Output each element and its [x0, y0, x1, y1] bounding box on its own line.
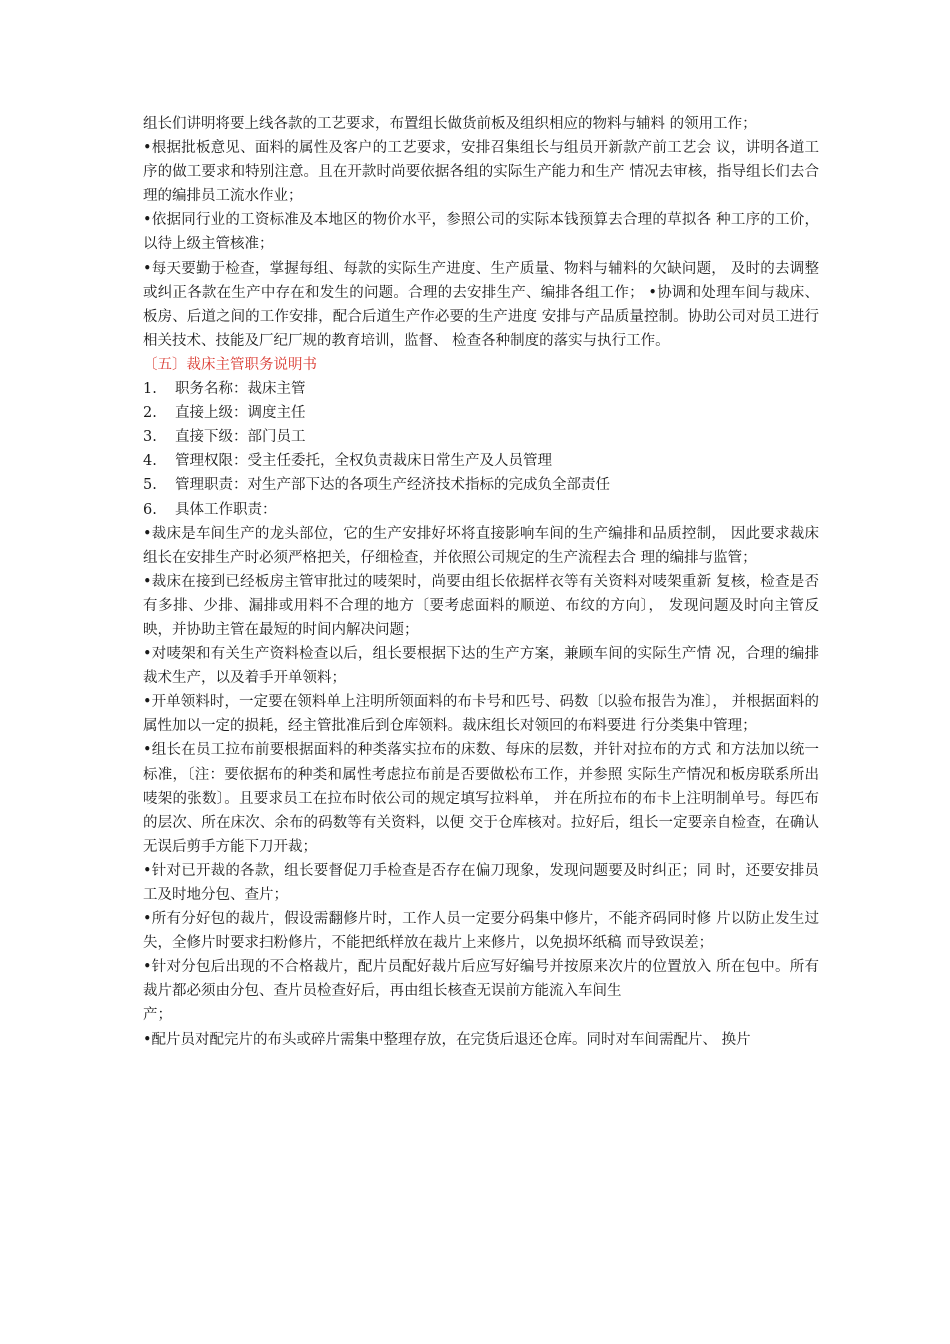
item-number: 3.	[143, 429, 157, 446]
item-text: 直接上级：调度主任	[175, 405, 306, 422]
duty-paragraph: 产；	[143, 1007, 172, 1024]
numbered-item	[143, 449, 819, 473]
numbered-item	[143, 425, 819, 449]
numbered-item	[143, 498, 819, 522]
item-number: 1.	[143, 381, 157, 398]
duty-paragraph: •裁床在接到已经板房主管审批过的唛架时，尚要由组长依据样衣等有关资料对唛架重新 复核，检查是否有多排、少排、漏排或用料不合理的地方〔要考虑面料的顺逆、布纹的方向〕， 发现问题及时向主管反映，并协助主管在最短的时间内解决问题；	[143, 573, 819, 638]
duty-paragraph: •配片员对配完片的布头或碎片需集中整理存放，在完货后退还仓库。同时对车间需配片、 换片	[143, 1031, 751, 1048]
section-heading: 〔五〕裁床主管职务说明书	[143, 356, 317, 373]
duty-paragraph: •开单领料时，一定要在领料单上注明所领面料的布卡号和匹号、码数〔以验布报告为准〕， 并根据面料的属性加以一定的损耗，经主管批准后到仓库领料。裁床组长对领回的布料要进 行分类集中管理；	[143, 694, 819, 735]
item-number: 6.	[143, 501, 157, 518]
item-number: 5.	[143, 477, 157, 494]
item-text: 直接下级：部门员工	[175, 429, 306, 446]
numbered-item	[143, 473, 819, 497]
duty-paragraph: •针对分包后出现的不合格裁片，配片员配好裁片后应写好编号并按原来次片的位置放入 所在包中。所有裁片都必须由分包、查片员检查好后，再由组长核查无误前方能流入车间生	[143, 959, 819, 1000]
duty-paragraph: •裁床是车间生产的龙头部位，它的生产安排好坏将直接影响车间的生产编排和品质控制， 因此要求裁床组长在安排生产时必须严格把关，仔细检查，并依照公司规定的生产流程去合 理的编排与监管；	[143, 525, 819, 566]
intro-paragraph: •每天要勤于检查，掌握每组、每款的实际生产进度、生产质量、物料与辅料的欠缺问题， 及时的去调整或纠正各款在生产中存在和发生的问题。合理的去安排生产、编排各组工作； •协调和处理车间与裁床、板房、后道之间的工作安排，配合后道生产作必要的生产进度 安排与产品质量控制。协助公司对员工进行相关技术、技能及厂纪厂规的教育培训，监督、 检查各种制度的落实与执行工作。	[143, 260, 819, 349]
duty-paragraph: •所有分好包的裁片，假设需翻修片时，工作人员一定要分码集中修片，不能齐码同时修 片以防止发生过失，全修片时要求扫粉修片，不能把纸样放在裁片上来修片，以免损坏纸稿 而导致误差；	[143, 911, 819, 952]
intro-paragraph: •根据批板意见、面料的属性及客户的工艺要求，安排召集组长与组员开新款产前工艺会 议，讲明各道工序的做工要求和特别注意。且在开款时尚要依据各组的实际生产能力和生产 情况去审核，指导组长们去合理的编排员工流水作业；	[143, 140, 819, 205]
item-text: 具体工作职责：	[175, 501, 277, 518]
duty-paragraph: •针对已开裁的各款，组长要督促刀手检查是否存在偏刀现象，发现问题要及时纠正；同 时，还要安排员工及时地分包、查片；	[143, 862, 819, 903]
item-text: 管理职责：对生产部下达的各项生产经济技术指标的完成负全部责任	[175, 477, 610, 494]
duty-paragraph: •组长在员工拉布前要根据面料的种类落实拉布的床数、每床的层数，并针对拉布的方式 和方法加以统一标准，〔注：要依据布的种类和属性考虑拉布前是否要做松布工作，并参照 实际生产情况和板房联系所出唛架的张数〕。且要求员工在拉布时依公司的规定填写拉料单， 并在所拉布的布卡上注明制单号。每匹布的层次、所在床次、余布的码数等有关资料，以便 交于仓库核对。拉好后，组长一定要亲自检查，在确认无误后剪手方能下刀开裁；	[143, 742, 819, 855]
numbered-item	[143, 401, 819, 425]
item-text: 职务名称：裁床主管	[175, 381, 306, 398]
intro-paragraph: •依据同行业的工资标准及本地区的物价水平，参照公司的实际本钱预算去合理的草拟各 种工序的工价，以待上级主管核准；	[143, 212, 819, 253]
intro-paragraph: 组长们讲明将要上线各款的工艺要求，布置组长做货前板及组织相应的物料与辅料 的领用工作；	[143, 116, 757, 132]
item-text: 管理权限：受主任委托，全权负责裁床日常生产及人员管理	[175, 453, 552, 470]
item-number: 2.	[143, 405, 157, 422]
numbered-item	[143, 377, 819, 401]
duty-paragraph: •对唛架和有关生产资料检查以后，组长要根据下达的生产方案，兼顾车间的实际生产情 况，合理的编排裁术生产，以及着手开单领料；	[143, 646, 819, 687]
item-number: 4.	[143, 453, 157, 470]
document-page	[143, 112, 819, 1052]
